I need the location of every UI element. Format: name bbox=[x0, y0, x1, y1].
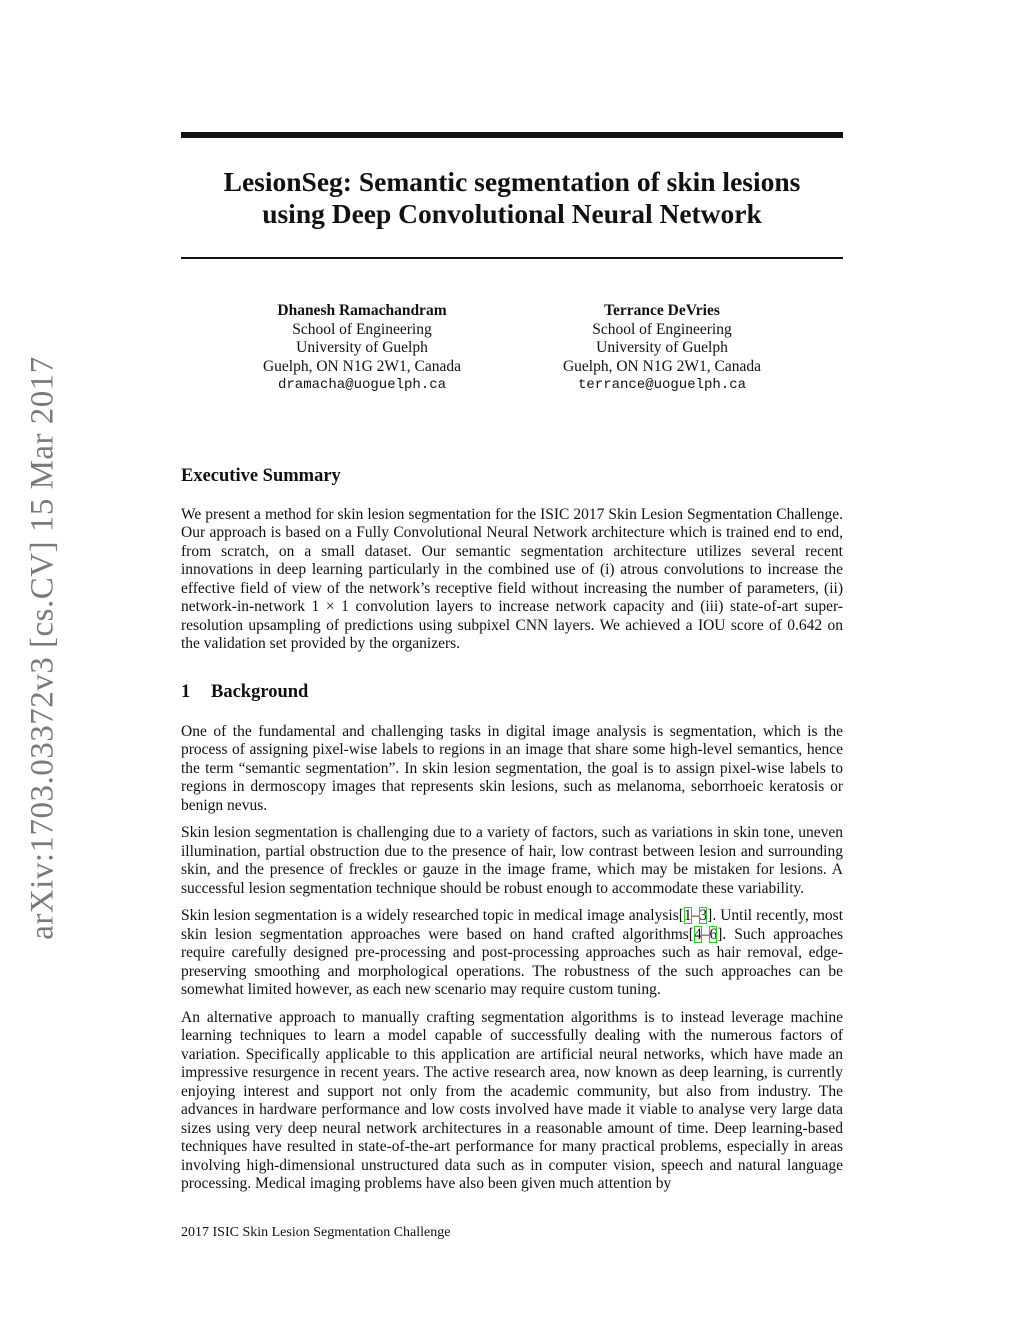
title-line-1: LesionSeg: Semantic segmentation of skin lesions bbox=[223, 166, 801, 197]
title-top-rule bbox=[181, 132, 843, 138]
citation-dash: – bbox=[691, 907, 700, 924]
author-university: University of Guelph bbox=[296, 339, 428, 356]
author-email[interactable]: terrance@uoguelph.ca bbox=[577, 377, 747, 393]
author-university: University of Guelph bbox=[596, 339, 728, 356]
executive-summary-heading: Executive Summary bbox=[181, 465, 341, 486]
citation-link[interactable]: 6 bbox=[709, 925, 718, 943]
paragraph-text: ]. Such approaches require carefully designed pre-processing and post-processing approaches such as hair removal, edge-preserving smoothing and morphological operations. The robustness of the such approaches can be somewhat limited however, as each new scenario may require custom tuning. bbox=[181, 925, 843, 998]
paragraph-text: Skin lesion segmentation is a widely researched topic in medical image analysis[ bbox=[181, 907, 684, 924]
title-bottom-rule bbox=[181, 257, 843, 259]
author-email[interactable]: dramacha@uoguelph.ca bbox=[277, 377, 447, 393]
author-name: Dhanesh Ramachandram bbox=[277, 302, 447, 319]
page-footer: 2017 ISIC Skin Lesion Segmentation Challenge bbox=[181, 1225, 451, 1240]
author-name: Terrance DeVries bbox=[604, 302, 720, 319]
citation-link[interactable]: 3 bbox=[699, 907, 708, 924]
author-block bbox=[181, 302, 843, 395]
citation-link[interactable]: 1 bbox=[683, 907, 692, 924]
background-paragraph-1: One of the fundamental and challenging tasks in digital image analysis is segmentation, which is the process of assigning pixel-wise labels to regions in an image that share some high-level semantics, hence the term “semantic segmentation”. In skin lesion segmentation, the goal is to assign pixel-wise labels to regions in dermoscopy images that represents skin lesions, such as melanoma, seborrhoeic keratosis or benign nevus. bbox=[181, 722, 843, 814]
citation-link[interactable]: 4 bbox=[693, 925, 702, 943]
paragraph-text: ]. Until recently, most skin lesion segmentation approaches were based on hand crafted algorithms[ bbox=[181, 907, 843, 943]
background-heading bbox=[181, 681, 843, 703]
author-2 bbox=[555, 302, 769, 395]
title-line-2: using Deep Convolutional Neural Network bbox=[262, 198, 762, 229]
author-1 bbox=[255, 302, 469, 395]
paper-page bbox=[181, 132, 843, 1194]
executive-summary-text: We present a method for skin lesion segmentation for the ISIC 2017 Skin Lesion Segmentation Challenge. Our approach is based on a Fully Convolutional Neural Network architecture which is trained end to end, from scratch, on a small dataset. Our semantic segmentation architecture utilizes several recent innovations in deep learning particularly in the combined use of (i) atrous convolutions to increase the effective field of view of the network’s receptive field without increasing the number of parameters, (ii) network-in-network 1 × 1 convolution layers to increase network capacity and (iii) state-of-art super-resolution upsampling of predictions using subpixel CNN layers. We achieved a IOU score of 0.642 on the validation set provided by the organizers. bbox=[181, 505, 843, 652]
author-address: Guelph, ON N1G 2W1, Canada bbox=[562, 357, 761, 375]
arxiv-identifier: arXiv:1703.03372v3 [cs.CV] 15 Mar 2017 bbox=[24, 356, 61, 940]
paper-title bbox=[181, 166, 843, 230]
author-department: School of Engineering bbox=[292, 320, 432, 338]
background-paragraph-2: Skin lesion segmentation is challenging due to a variety of factors, such as variations in skin tone, uneven illumination, partial obstruction due to the presence of hair, low contrast between lesion and surrounding skin, and the presence of freckles or gauze in the image frame, which may be mistaken for lesions. A successful lesion segmentation technique should be robust enough to accommodate these variability. bbox=[181, 824, 843, 897]
background-paragraph-4: An alternative approach to manually crafting segmentation algorithms is to instead leverage machine learning techniques to learn a model capable of successfully dealing with the numerous factors of variation. Specifically applicable to this application are artificial neural networks, which have made an impressive resurgence in recent years. The active research area, now known as deep learning, is currently enjoying interest and support not only from the academic community, but also from industry. The advances in hardware performance and low costs involved have made it viable to analyse very large data sizes using very deep neural network architectures in a reasonable amount of time. Deep learning-based techniques have resulted in state-of-the-art performance for many practical problems, especially in areas involving high-dimensional unstructured data such as in computer vision, speech and natural language processing. Medical imaging problems have also been given much attention by bbox=[181, 1008, 843, 1192]
citation-dash: – bbox=[701, 925, 710, 943]
section-number: 1 bbox=[181, 681, 191, 702]
background-paragraph-3 bbox=[181, 907, 843, 1000]
section-title: Background bbox=[211, 681, 309, 702]
author-address: Guelph, ON N1G 2W1, Canada bbox=[262, 357, 461, 375]
author-department: School of Engineering bbox=[592, 320, 732, 338]
